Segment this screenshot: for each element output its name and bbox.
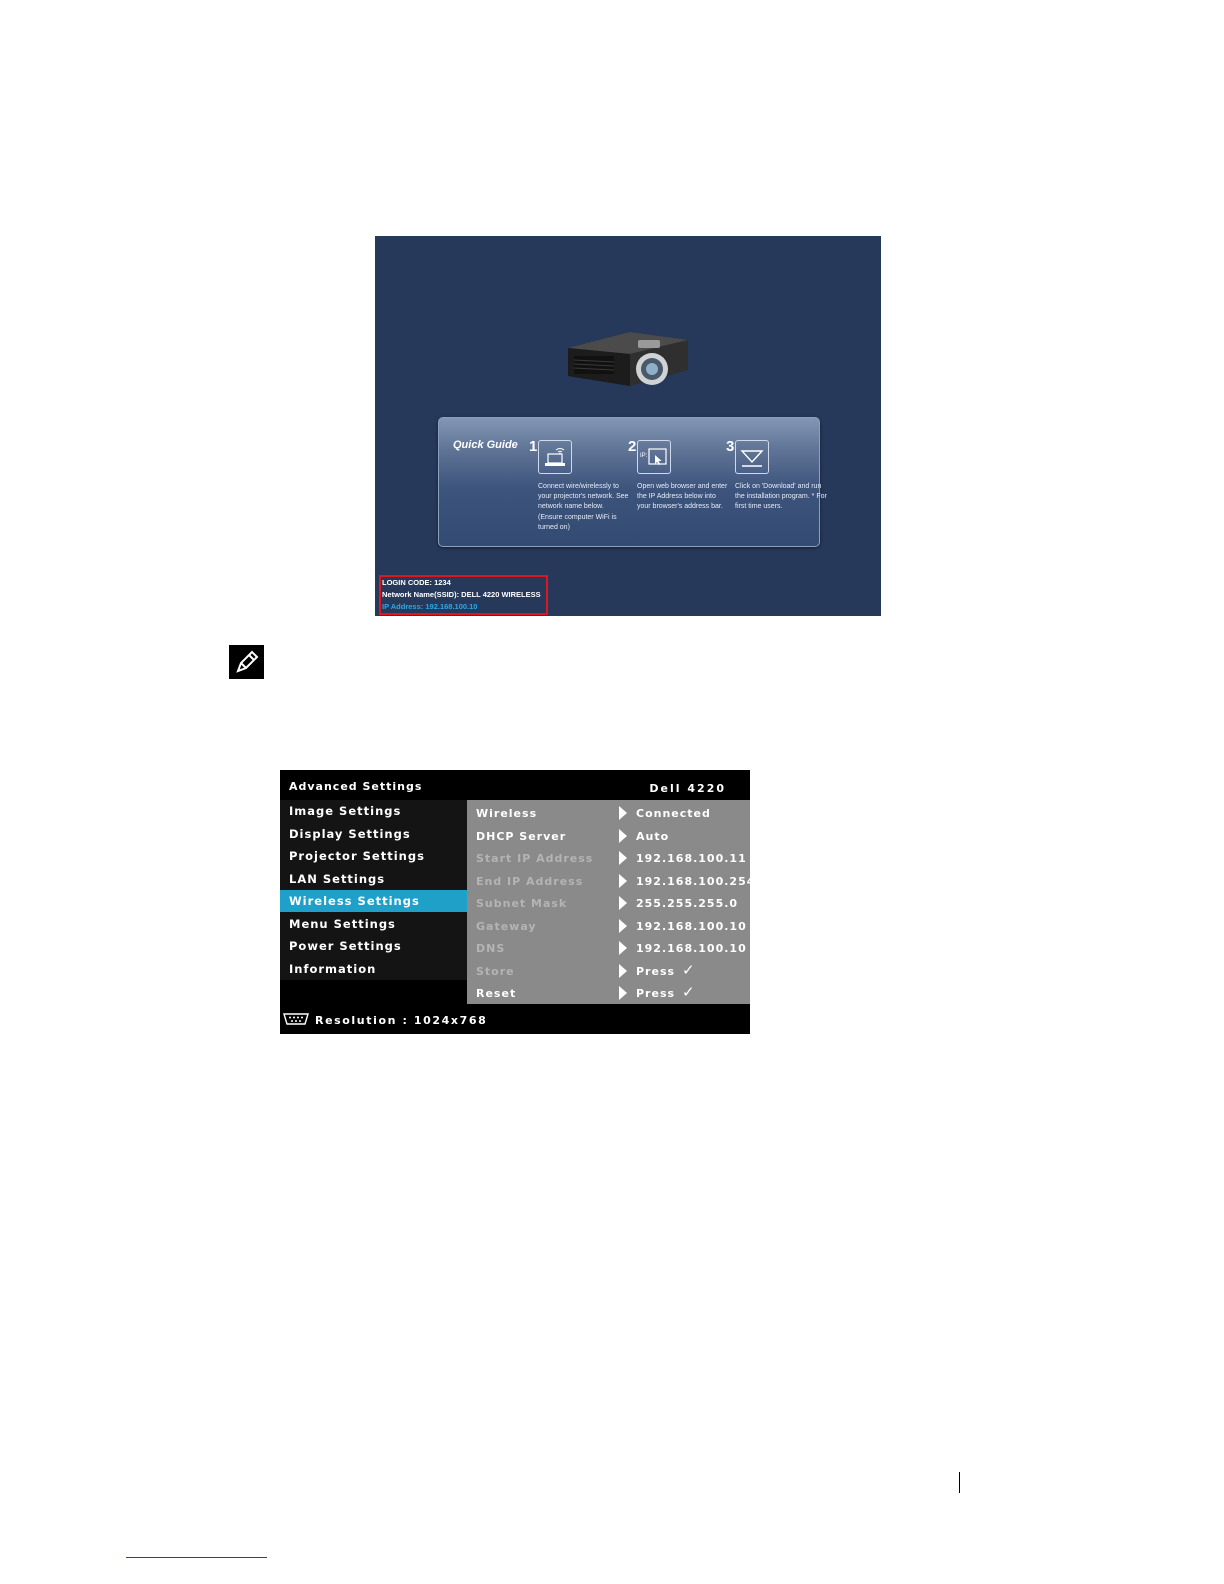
setting-label: Store <box>476 964 515 978</box>
ip-address: IP Address: 192.168.100.10 <box>382 602 478 611</box>
setting-label: Gateway <box>476 919 537 933</box>
login-code: LOGIN CODE: 1234 <box>382 578 451 587</box>
setting-value: 192.168.100.10 <box>636 942 747 955</box>
download-icon <box>735 440 769 474</box>
step-number: 3 <box>726 438 735 455</box>
setting-label: Reset <box>476 987 517 1000</box>
setting-row-wireless[interactable] <box>467 802 750 824</box>
quick-guide-title: Quick Guide <box>453 439 518 451</box>
sidebar-item-menu-settings[interactable]: Menu Settings <box>289 916 396 931</box>
vga-connector-icon <box>283 1012 309 1026</box>
sidebar-item-image-settings[interactable]: Image Settings <box>289 804 402 818</box>
browser-ip-icon <box>637 440 671 474</box>
osd-title: Advanced Settings <box>289 780 423 793</box>
checkmark-icon: ✓ <box>682 960 696 979</box>
pencil-note-icon <box>229 645 264 679</box>
setting-row-dns[interactable] <box>467 937 750 959</box>
setting-label: Start IP Address <box>476 852 594 865</box>
osd-model: Dell 4220 <box>649 782 726 795</box>
setting-row-store[interactable] <box>467 960 750 982</box>
arrow-right-icon <box>619 941 627 955</box>
arrow-right-icon <box>619 806 627 820</box>
osd-footer <box>280 1004 750 1034</box>
arrow-right-icon <box>619 919 627 933</box>
setting-value: Press <box>636 964 676 978</box>
setting-value: 255.255.255.0 <box>636 897 739 910</box>
page-number-divider <box>959 1472 960 1493</box>
osd-sidebar <box>280 800 467 980</box>
setting-label: End IP Address <box>476 874 584 888</box>
arrow-right-icon <box>619 964 627 978</box>
quick-guide-panel <box>438 417 827 547</box>
osd-advanced-settings-menu <box>280 770 756 1034</box>
setting-row-dhcp-server[interactable] <box>467 825 750 847</box>
setting-label: DHCP Server <box>476 829 567 843</box>
setting-row-reset[interactable] <box>467 982 750 1004</box>
checkmark-icon: ✓ <box>682 983 696 1001</box>
setting-row-start-ip-address[interactable] <box>467 847 750 869</box>
resolution-readout: Resolution : 1024x768 <box>315 1014 488 1027</box>
sidebar-item-power-settings[interactable]: Power Settings <box>289 939 402 953</box>
sidebar-item-projector-settings[interactable]: Projector Settings <box>289 849 425 863</box>
setting-label: Subnet Mask <box>476 897 568 910</box>
setting-label: Wireless <box>476 807 538 820</box>
arrow-right-icon <box>619 874 627 888</box>
step-description: Click on 'Download' and run the installation program. * For first time users. <box>735 483 827 511</box>
osd-header <box>280 770 750 800</box>
arrow-right-icon <box>619 986 627 1000</box>
footer-link-underline[interactable] <box>126 1557 267 1558</box>
network-name: Network Name(SSID): DELL 4220 WIRELESS <box>382 590 541 599</box>
sidebar-item-display-settings[interactable]: Display Settings <box>289 826 411 841</box>
setting-value: 192.168.100.254 <box>636 874 756 888</box>
step-number: 2 <box>628 438 637 455</box>
osd-wireless-panel <box>467 800 756 1004</box>
setting-row-subnet-mask[interactable] <box>467 892 750 914</box>
laptop-wireless-icon <box>538 440 572 474</box>
step-description: Open web browser and enter the IP Address below into your browser's address bar. <box>637 483 728 511</box>
step-description: Connect wire/wirelessly to your projector's network. See network name below. (Ensure computer WiFi is turned on) <box>538 483 629 531</box>
sidebar-item-information[interactable]: Information <box>289 961 377 976</box>
setting-label: DNS <box>476 942 506 955</box>
setting-value: Auto <box>636 829 670 843</box>
sidebar-item-wireless-settings[interactable]: Wireless Settings <box>280 890 467 912</box>
setting-value: 192.168.100.10 <box>636 919 747 933</box>
arrow-right-icon <box>619 829 627 843</box>
arrow-right-icon <box>619 896 627 910</box>
step-number: 1 <box>529 438 538 455</box>
ip-icon-label: IP: <box>640 453 648 459</box>
quick-guide-screenshot <box>375 236 881 616</box>
setting-value: Press <box>636 987 676 1000</box>
arrow-right-icon <box>619 851 627 865</box>
setting-value: 192.168.100.11 <box>636 852 747 865</box>
setting-value: Connected <box>636 807 711 820</box>
setting-row-gateway[interactable] <box>467 915 750 937</box>
setting-row-end-ip-address[interactable] <box>467 870 756 892</box>
projector-image <box>560 326 695 401</box>
sidebar-item-lan-settings[interactable]: LAN Settings <box>289 871 386 886</box>
